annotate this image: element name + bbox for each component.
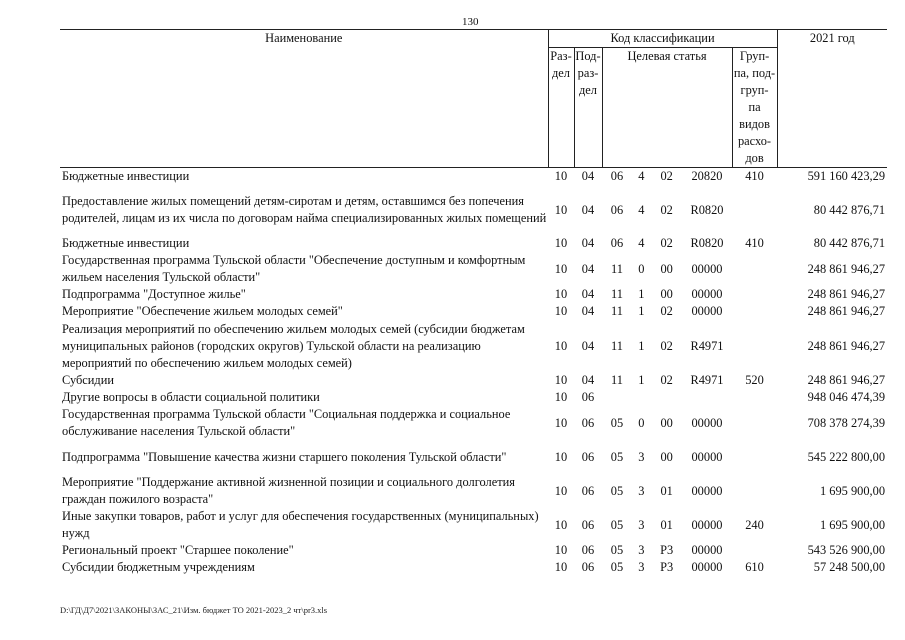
row-amount: 543 526 900,00 <box>807 543 886 557</box>
row-name: Подпрограмма "Доступное жилье" <box>62 287 246 301</box>
table-row <box>60 389 887 406</box>
row-expense-type <box>732 406 777 440</box>
row-subsection: 04 <box>581 236 595 250</box>
row-section: 10 <box>554 261 568 276</box>
row-target <box>602 389 732 406</box>
row-expense-type: 410 <box>745 169 764 183</box>
row-target-t4: 00000 <box>691 543 723 557</box>
row-expense-type <box>732 474 777 508</box>
row-target-t3: 01 <box>660 483 673 498</box>
row-name: Реализация мероприятий по обеспечению жильем молодых семей (субсидии бюджетам муниципальных районов (городских округов) Тульской области на реализацию мероприятий по обеспечению жильем молодых семей) <box>62 321 525 370</box>
row-subsection: 06 <box>581 560 595 574</box>
row-target <box>602 474 732 508</box>
row-subsection: 06 <box>581 415 595 430</box>
row-target <box>602 440 732 474</box>
row-expense-type <box>732 542 777 559</box>
row-expense-type <box>732 286 777 303</box>
table-row <box>60 320 887 372</box>
row-name: Подпрограмма "Повышение качества жизни старшего поколения Тульской области" <box>62 449 507 464</box>
row-target-t2: 4 <box>638 202 645 217</box>
row-section: 10 <box>554 449 568 464</box>
header-name: Наименование <box>60 30 548 168</box>
row-target-t4: 00000 <box>691 287 723 301</box>
table-row <box>60 440 887 474</box>
table-row <box>60 474 887 508</box>
row-section: 10 <box>554 415 568 430</box>
row-expense-type: 410 <box>745 236 764 250</box>
row-target-t3: 01 <box>660 517 673 532</box>
row-target-t1: 11 <box>611 373 623 387</box>
row-section: 10 <box>554 560 568 574</box>
row-name: Субсидии <box>62 373 114 387</box>
row-name: Иные закупки товаров, работ и услуг для обеспечения государственных (муниципальных) нужд <box>62 509 539 540</box>
row-target-t3: 00 <box>660 449 673 464</box>
row-target-t3: 00 <box>660 261 673 276</box>
row-section: 10 <box>554 373 568 387</box>
row-target <box>602 406 732 440</box>
row-target <box>602 235 732 252</box>
row-section: 10 <box>554 236 568 250</box>
row-section: 10 <box>554 483 568 498</box>
row-name: Другие вопросы в области социальной политики <box>62 390 320 404</box>
row-target-t4: R0820 <box>690 202 724 217</box>
row-subsection: 04 <box>581 202 595 217</box>
row-target-t2: 0 <box>638 415 645 430</box>
row-name: Бюджетные инвестиции <box>62 169 190 183</box>
row-target-t4: R4971 <box>690 373 724 387</box>
row-expense-type <box>732 185 777 235</box>
table-row <box>60 185 887 235</box>
header-year: 2021 год <box>777 30 887 168</box>
header-section: Раз- дел <box>548 48 574 168</box>
row-target-t2: 1 <box>638 304 645 318</box>
row-target-t3: P3 <box>660 543 674 557</box>
row-target <box>602 559 732 576</box>
row-section: 10 <box>554 543 568 557</box>
row-name: Региональный проект "Старшее поколение" <box>62 543 294 557</box>
row-target-t1: 05 <box>610 415 624 430</box>
row-target-t4: 00000 <box>691 449 723 464</box>
row-target <box>602 508 732 542</box>
row-amount: 591 160 423,29 <box>807 169 886 183</box>
row-target-t1: 06 <box>610 169 624 183</box>
row-target <box>602 372 732 389</box>
row-section: 10 <box>554 202 568 217</box>
row-section: 10 <box>554 304 568 318</box>
header-group: Груп- па, под- груп- па видов расхо- дов <box>732 48 777 168</box>
row-amount: 248 861 946,27 <box>807 261 886 276</box>
row-target-t2: 3 <box>638 543 645 557</box>
row-target-t3: 00 <box>660 415 673 430</box>
header-code: Код классификации <box>548 30 777 48</box>
row-section: 10 <box>554 287 568 301</box>
row-target-t2: 1 <box>638 338 645 353</box>
row-target-t1: 11 <box>611 287 623 301</box>
row-target-t4: 00000 <box>691 261 723 276</box>
row-name: Мероприятие "Обеспечение жильем молодых семей" <box>62 304 343 318</box>
row-target-t1: 11 <box>611 261 623 276</box>
table-row <box>60 542 887 559</box>
row-target-t4: 00000 <box>691 560 723 574</box>
row-amount: 545 222 800,00 <box>807 449 886 464</box>
row-amount: 57 248 500,00 <box>813 560 886 574</box>
table-row <box>60 235 887 252</box>
row-subsection: 04 <box>581 373 595 387</box>
row-target-t3: 02 <box>660 236 673 250</box>
row-target-t4: 00000 <box>691 304 723 318</box>
row-target-t1: 05 <box>610 543 624 557</box>
table-body <box>60 168 887 577</box>
row-target-t3: 02 <box>660 373 673 387</box>
row-target-t4: 00000 <box>691 517 723 532</box>
row-target-t2: 4 <box>638 236 645 250</box>
row-name: Государственная программа Тульской области "Обеспечение доступным и комфортным жильем населения Тульской области" <box>62 253 526 284</box>
row-amount: 248 861 946,27 <box>807 338 886 353</box>
row-target-t4: R0820 <box>690 236 724 250</box>
row-target <box>602 252 732 286</box>
row-section: 10 <box>554 390 568 404</box>
row-target-t2: 3 <box>638 560 645 574</box>
row-target-t3: 02 <box>660 338 673 353</box>
row-target-t2: 1 <box>638 373 645 387</box>
row-amount: 80 442 876,71 <box>813 236 886 250</box>
row-subsection: 06 <box>581 449 595 464</box>
row-target-t4: 20820 <box>691 169 723 183</box>
row-target <box>602 286 732 303</box>
table-row <box>60 508 887 542</box>
row-target-t2: 3 <box>638 449 645 464</box>
row-target-t3: 02 <box>660 202 673 217</box>
row-subsection: 06 <box>581 483 595 498</box>
row-expense-type <box>732 320 777 372</box>
row-expense-type: 240 <box>745 517 764 532</box>
row-target-t4: 00000 <box>691 415 723 430</box>
row-subsection: 04 <box>581 287 595 301</box>
row-amount: 1 695 900,00 <box>819 483 886 498</box>
row-target-t2: 4 <box>638 169 645 183</box>
row-target <box>602 542 732 559</box>
row-target <box>602 303 732 320</box>
row-target-t2: 1 <box>638 287 645 301</box>
table-row <box>60 406 887 440</box>
row-expense-type: 610 <box>745 560 764 574</box>
row-subsection: 04 <box>581 338 595 353</box>
row-target <box>602 168 732 186</box>
row-target-t3: 02 <box>660 169 673 183</box>
row-target-t1: 06 <box>610 202 624 217</box>
row-target-t1: 05 <box>610 449 624 464</box>
row-subsection: 06 <box>581 517 595 532</box>
row-section: 10 <box>554 338 568 353</box>
header-target: Целевая статья <box>602 48 732 168</box>
table-row <box>60 372 887 389</box>
header-subsection: Под- раз- дел <box>574 48 602 168</box>
row-target-t3: 00 <box>660 287 673 301</box>
row-subsection: 04 <box>581 261 595 276</box>
row-amount: 80 442 876,71 <box>813 202 886 217</box>
row-amount: 248 861 946,27 <box>807 373 886 387</box>
budget-table <box>60 29 887 576</box>
row-target-t3: 02 <box>660 304 673 318</box>
table-row <box>60 168 887 186</box>
row-target-t4: R4971 <box>690 338 724 353</box>
row-amount: 248 861 946,27 <box>807 304 886 318</box>
row-name: Субсидии бюджетным учреждениям <box>62 560 255 574</box>
row-target-t1: 05 <box>610 517 624 532</box>
row-expense-type <box>732 389 777 406</box>
row-target <box>602 185 732 235</box>
row-target-t2: 0 <box>638 261 645 276</box>
row-expense-type <box>732 303 777 320</box>
row-amount: 1 695 900,00 <box>819 517 886 532</box>
row-name: Бюджетные инвестиции <box>62 236 190 250</box>
page-number: 130 <box>462 16 479 28</box>
row-target-t2: 3 <box>638 517 645 532</box>
row-name: Государственная программа Тульской области "Социальная поддержка и социальное обслуживание населения Тульской области" <box>62 407 511 438</box>
row-expense-type <box>732 440 777 474</box>
row-subsection: 04 <box>581 304 595 318</box>
row-target-t4: 00000 <box>691 483 723 498</box>
file-path: D:\ГД\Д7\2021\ЗАКОНЫ\ЗАС_21\Изм. бюджет ТО 2021-2023_2 чт\pr3.xls <box>60 605 328 615</box>
row-amount: 248 861 946,27 <box>807 287 886 301</box>
row-subsection: 06 <box>581 390 595 404</box>
row-target-t1: 06 <box>610 236 624 250</box>
row-target <box>602 320 732 372</box>
row-subsection: 04 <box>581 169 595 183</box>
row-target-t2: 3 <box>638 483 645 498</box>
row-target-t1: 05 <box>610 560 624 574</box>
row-expense-type <box>732 252 777 286</box>
row-target-t3: P3 <box>660 560 674 574</box>
row-target-t1: 11 <box>611 304 623 318</box>
row-name: Мероприятие "Поддержание активной жизненной позиции и социального долголетия граждан пожилого возраста" <box>62 475 515 506</box>
row-amount: 948 046 474,39 <box>807 390 886 404</box>
table-row <box>60 559 887 576</box>
row-expense-type: 520 <box>745 373 764 387</box>
row-target-t1: 05 <box>610 483 624 498</box>
table-row <box>60 252 887 286</box>
table-row <box>60 303 887 320</box>
row-subsection: 06 <box>581 543 595 557</box>
table-row <box>60 286 887 303</box>
row-amount: 708 378 274,39 <box>807 415 886 430</box>
row-section: 10 <box>554 517 568 532</box>
row-section: 10 <box>554 169 568 183</box>
row-target-t1: 11 <box>611 338 623 353</box>
row-name: Предоставление жилых помещений детям-сиротам и детям, оставшимся без попечения родителей, лицам из их числа по договорам найма специализированных жилых помещений <box>62 194 547 225</box>
